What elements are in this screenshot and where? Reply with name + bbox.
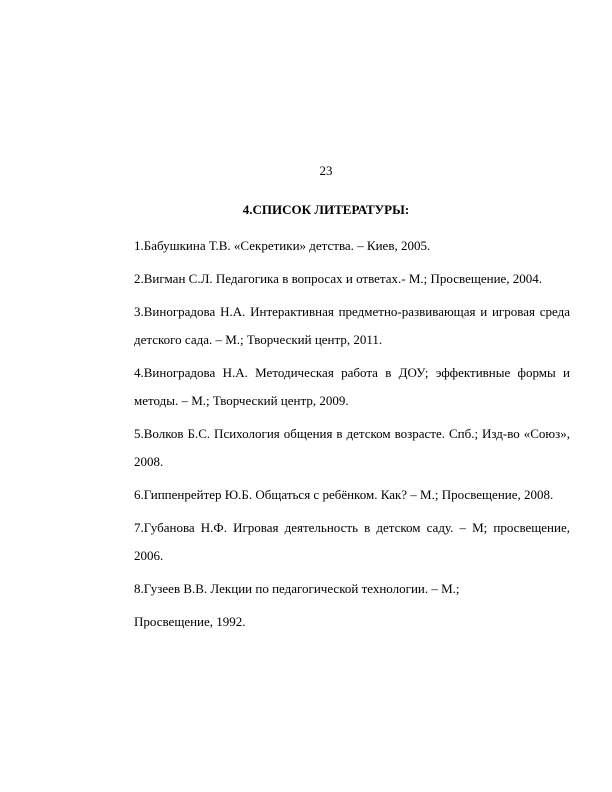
reference-item-8-continuation: Просвещение, 1992. (134, 614, 246, 629)
reference-item-7: 7.Губанова Н.Ф. Игровая деятельность в детском саду. – М; просвещение, 2006. (134, 520, 570, 563)
reference-item-4: 4.Виноградова Н.А. Методическая работа в ДОУ; эффективные формы и методы. – М.; Творческий центр, 2009. (134, 365, 570, 408)
reference-item-1: 1.Бабушкина Т.В. «Секретики» детства. – Киев, 2005. (134, 238, 431, 253)
reference-item-6: 6.Гиппенрейтер Ю.Б. Общаться с ребёнком. Как? – М.; Просвещение, 2008. (134, 487, 554, 502)
section-heading: 4.СПИСОК ЛИТЕРАТУРЫ: (242, 202, 410, 217)
reference-list (134, 232, 570, 641)
reference-item-8: 8.Гузеев В.В. Лекции по педагогической технологии. – М.; (134, 581, 460, 596)
reference-item-3: 3.Виноградова Н.А. Интерактивная предметно-развивающая и игровая среда детского сада. – М.; Творческий центр, 2011. (134, 304, 570, 347)
reference-item-5: 5.Волков Б.С. Психология общения в детском возрасте. Спб.; Изд-во «Союз», 2008. (134, 426, 570, 469)
page-number: 23 (319, 163, 333, 178)
reference-item-2: 2.Вигман С.Л. Педагогика в вопросах и ответах.- М.; Просвещение, 2004. (134, 271, 543, 286)
